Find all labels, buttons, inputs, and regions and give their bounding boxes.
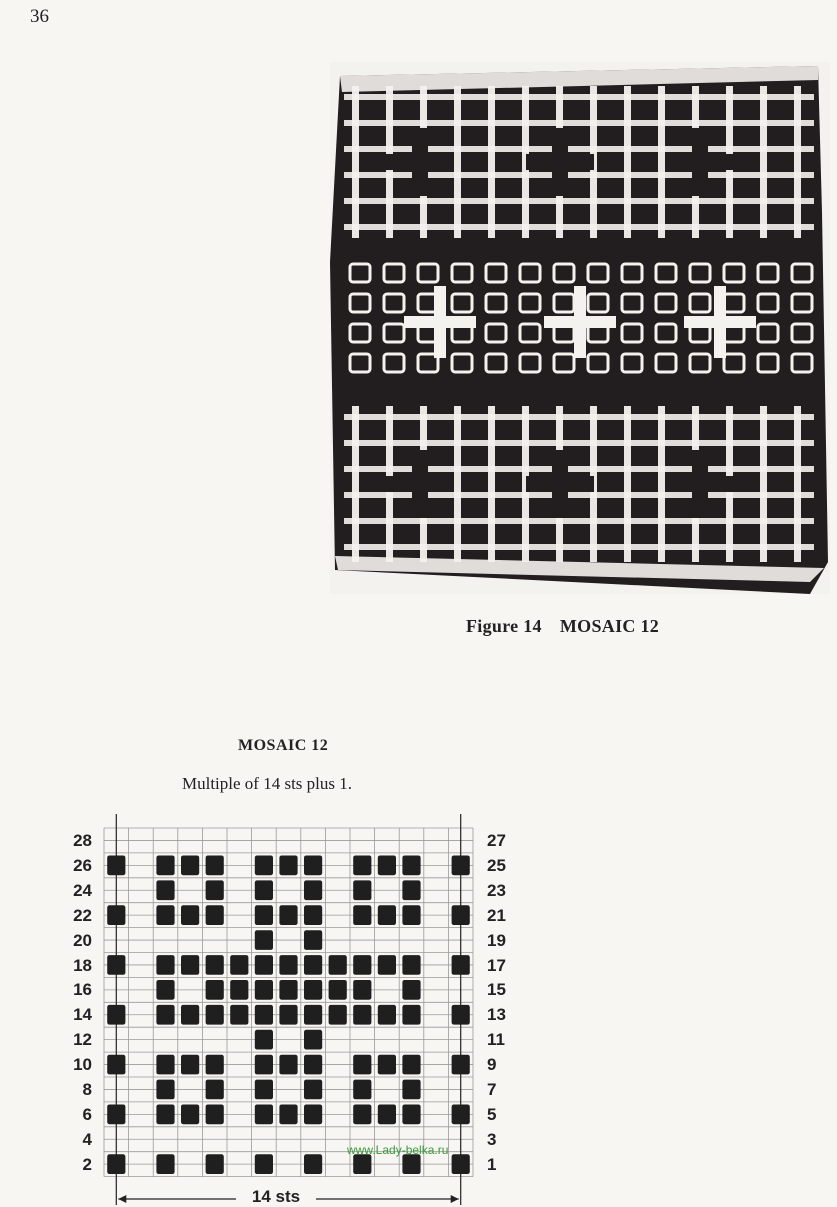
- row-label-right: 15: [487, 980, 506, 1000]
- filled-cell: [156, 955, 174, 975]
- row-label-right: 19: [487, 930, 506, 950]
- filled-cell: [206, 1154, 224, 1174]
- filled-cell: [181, 1005, 199, 1025]
- filled-cell: [230, 955, 248, 975]
- filled-cell: [206, 980, 224, 1000]
- filled-cell: [279, 1005, 297, 1025]
- filled-cell: [206, 1080, 224, 1100]
- row-label-right: 9: [487, 1055, 497, 1075]
- arrowhead-left-icon: [118, 1195, 126, 1203]
- filled-cell: [156, 905, 174, 925]
- filled-cell: [206, 856, 224, 876]
- filled-cell: [304, 856, 322, 876]
- row-label-left: 10: [73, 1055, 92, 1075]
- filled-cell: [255, 1080, 273, 1100]
- filled-cell: [304, 1055, 322, 1075]
- row-label-left: 22: [73, 905, 92, 925]
- filled-cell: [378, 1005, 396, 1025]
- filled-cell: [329, 1005, 347, 1025]
- filled-cell: [378, 856, 396, 876]
- filled-cell: [402, 1154, 420, 1174]
- row-label-right: 25: [487, 855, 506, 875]
- row-label-left: 2: [82, 1154, 92, 1174]
- filled-cell: [206, 955, 224, 975]
- filled-cell: [402, 905, 420, 925]
- filled-cell: [304, 1154, 322, 1174]
- row-label-left: 18: [73, 955, 92, 975]
- filled-cell: [156, 1154, 174, 1174]
- row-label-right: 27: [487, 831, 506, 850]
- watermark: www.Lady-belka.ru: [347, 1143, 449, 1157]
- row-label-left: 16: [73, 980, 92, 1000]
- row-label-left: 8: [82, 1080, 92, 1099]
- filled-cell: [353, 1154, 371, 1174]
- filled-cell: [304, 1105, 322, 1125]
- filled-cell: [107, 905, 125, 925]
- filled-cell: [304, 930, 322, 950]
- chart-grid: [104, 828, 473, 1177]
- filled-cell: [206, 905, 224, 925]
- filled-cell: [107, 955, 125, 975]
- filled-cell: [353, 1005, 371, 1025]
- filled-cell: [255, 905, 273, 925]
- filled-cell: [304, 1005, 322, 1025]
- filled-cell: [255, 1055, 273, 1075]
- filled-cell: [353, 955, 371, 975]
- filled-cell: [181, 955, 199, 975]
- filled-cell: [107, 1154, 125, 1174]
- filled-cell: [402, 1105, 420, 1125]
- filled-cell: [156, 1105, 174, 1125]
- filled-cells: [107, 856, 470, 1175]
- filled-cell: [279, 980, 297, 1000]
- filled-cell: [107, 856, 125, 876]
- filled-cell: [402, 955, 420, 975]
- page-number: 36: [30, 6, 49, 27]
- pattern-title: MOSAIC 12: [238, 737, 329, 754]
- figure-name: MOSAIC 12: [559, 616, 660, 636]
- row-label-left: 6: [82, 1104, 92, 1124]
- filled-cell: [279, 955, 297, 975]
- filled-cell: [255, 980, 273, 1000]
- filled-cell: [402, 1055, 420, 1075]
- filled-cell: [255, 930, 273, 950]
- filled-cell: [206, 880, 224, 900]
- filled-cell: [353, 980, 371, 1000]
- filled-cell: [353, 1105, 371, 1125]
- filled-cell: [402, 1080, 420, 1100]
- filled-cell: [156, 880, 174, 900]
- filled-cell: [402, 980, 420, 1000]
- arrowhead-right-icon: [451, 1195, 459, 1203]
- filled-cell: [378, 1055, 396, 1075]
- filled-cell: [107, 1005, 125, 1025]
- row-label-right: 17: [487, 955, 506, 975]
- row-label-right: 5: [487, 1104, 497, 1124]
- filled-cell: [402, 1005, 420, 1025]
- filled-cell: [353, 880, 371, 900]
- filled-cell: [255, 1030, 273, 1050]
- filled-cell: [156, 1080, 174, 1100]
- filled-cell: [402, 880, 420, 900]
- filled-cell: [452, 905, 470, 925]
- filled-cell: [230, 980, 248, 1000]
- filled-cell: [353, 1055, 371, 1075]
- filled-cell: [329, 980, 347, 1000]
- filled-cell: [206, 1055, 224, 1075]
- row-label-right: 3: [487, 1129, 497, 1149]
- filled-cell: [452, 1055, 470, 1075]
- pattern-note: Multiple of 14 sts plus 1.: [182, 774, 353, 793]
- filled-cell: [452, 1005, 470, 1025]
- filled-cell: [206, 1105, 224, 1125]
- filled-cell: [255, 856, 273, 876]
- filled-cell: [304, 955, 322, 975]
- row-label-left: 4: [82, 1129, 92, 1149]
- row-label-right: 7: [487, 1080, 497, 1099]
- row-label-right: 1: [487, 1154, 497, 1174]
- filled-cell: [378, 905, 396, 925]
- filled-cell: [255, 1154, 273, 1174]
- filled-cell: [304, 1030, 322, 1050]
- filled-cell: [206, 1005, 224, 1025]
- filled-cell: [107, 1105, 125, 1125]
- row-label-right: 21: [487, 905, 506, 925]
- filled-cell: [279, 905, 297, 925]
- filled-cell: [156, 1005, 174, 1025]
- filled-cell: [452, 1154, 470, 1174]
- figure-label: Figure 14: [466, 616, 542, 636]
- filled-cell: [279, 1055, 297, 1075]
- filled-cell: [181, 1105, 199, 1125]
- row-label-right: 23: [487, 880, 506, 900]
- filled-cell: [353, 856, 371, 876]
- filled-cell: [353, 1080, 371, 1100]
- filled-cell: [452, 856, 470, 876]
- filled-cell: [181, 856, 199, 876]
- filled-cell: [181, 1055, 199, 1075]
- row-label-left: 28: [73, 831, 92, 850]
- filled-cell: [452, 1105, 470, 1125]
- filled-cell: [304, 880, 322, 900]
- filled-cell: [304, 1080, 322, 1100]
- filled-cell: [304, 905, 322, 925]
- filled-cell: [279, 856, 297, 876]
- filled-cell: [156, 980, 174, 1000]
- filled-cell: [378, 955, 396, 975]
- filled-cell: [452, 955, 470, 975]
- row-label-right: 13: [487, 1005, 506, 1025]
- row-label-left: 26: [73, 855, 92, 875]
- filled-cell: [230, 1005, 248, 1025]
- filled-cell: [329, 955, 347, 975]
- filled-cell: [181, 905, 199, 925]
- filled-cell: [255, 880, 273, 900]
- filled-cell: [304, 980, 322, 1000]
- filled-cell: [255, 955, 273, 975]
- filled-cell: [255, 1105, 273, 1125]
- filled-cell: [255, 1005, 273, 1025]
- filled-cell: [279, 1105, 297, 1125]
- filled-cell: [353, 905, 371, 925]
- stitch-count-label: 14 sts: [236, 1187, 316, 1207]
- filled-cell: [402, 856, 420, 876]
- row-label-left: 20: [73, 930, 92, 950]
- row-label-left: 14: [73, 1005, 92, 1025]
- row-label-left: 12: [73, 1030, 92, 1050]
- filled-cell: [156, 856, 174, 876]
- row-label-left: 24: [73, 880, 92, 900]
- filled-cell: [156, 1055, 174, 1075]
- filled-cell: [378, 1105, 396, 1125]
- filled-cell: [107, 1055, 125, 1075]
- row-label-right: 11: [487, 1030, 505, 1050]
